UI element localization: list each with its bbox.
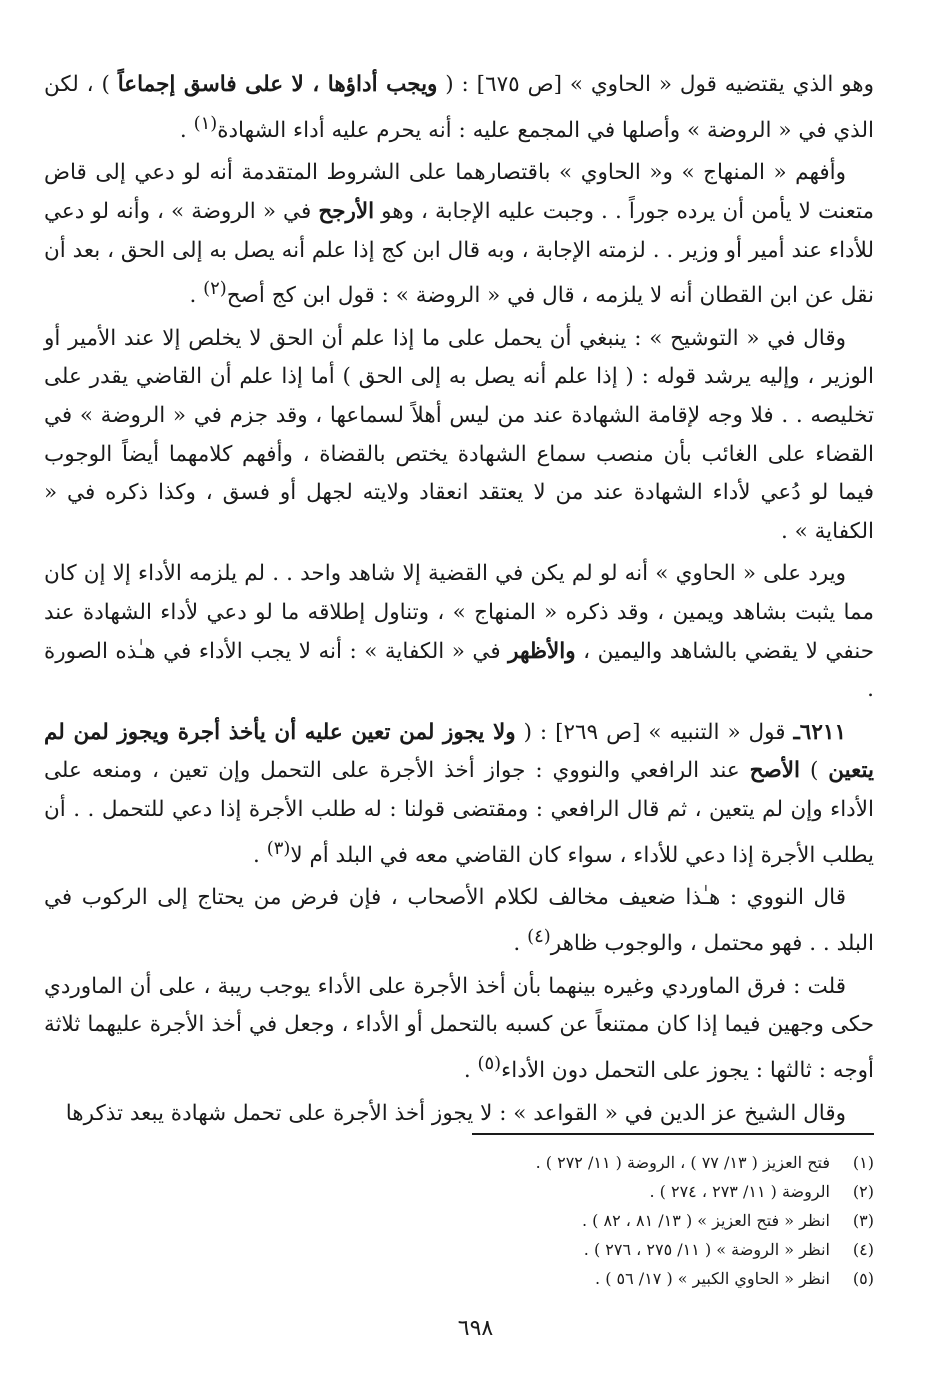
- footnote-number: (١): [852, 1153, 874, 1172]
- text-run-bold: الأصح: [749, 758, 800, 784]
- footnote-ref[interactable]: (١): [193, 112, 218, 134]
- text-run: في « الكفاية » : أنه لا يجب الأداء في هـٰذه الصورة .: [44, 638, 874, 703]
- footnote-ref[interactable]: (٥): [477, 1052, 502, 1074]
- text-run: ) ، لكن الذي في « الروضة » وأصلها في المجمع عليه : أنه يحرم عليه أداء الشهادة: [44, 72, 874, 143]
- page-body: [44, 66, 874, 1137]
- issue-number: ٦٢١١ـ: [793, 719, 846, 745]
- text-run: .: [513, 931, 528, 957]
- footnote-4: [174, 1235, 874, 1264]
- text-run: .: [179, 117, 194, 143]
- text-run: .: [189, 283, 204, 309]
- text-run: قول « التنبيه » [ص ٢٦٩] : (: [515, 719, 794, 745]
- footnote-1: [174, 1148, 874, 1177]
- paragraph-4: [44, 555, 874, 709]
- text-run-bold: والأظهر: [508, 638, 576, 664]
- text-run: ويرد على « الحاوي » أنه لو لم يكن في القضية إلا شاهد واحد . . لم يلزمه الأداء إلا إن كان مما يثبت بشاهد ويمين ، وقد ذكره « المنهاج » ، وتناول إطلاقه ما لو دعي لأداء الشهادة عند حنفي لا يقضي بالشاهد واليمين ،: [44, 561, 874, 664]
- page-number: ٦٩٨: [457, 1316, 494, 1341]
- footnote-text: فتح العزيز ( ١٣/ ٧٧ ) ، الروضة ( ١١/ ٢٧٢ ) .: [535, 1153, 830, 1172]
- text-run: قال النووي : هـٰذا ضعيف مخالف لكلام الأصحاب ، فإن فرض من يحتاج إلى الركوب في البلد . . فهو محتمل ، والوجوب ظاهر: [44, 885, 874, 957]
- text-run-bold: ويجب أداؤها ، لا على فاسق إجماعاً: [117, 72, 438, 97]
- paragraph-1: [44, 66, 874, 150]
- paragraph-7: [44, 968, 874, 1091]
- paragraph-2: [44, 154, 874, 316]
- footnote-ref[interactable]: (٢): [203, 278, 227, 300]
- text-run: .: [463, 1058, 478, 1084]
- text-run: وقال في « التوشيح » : ينبغي أن يحمل على ما إذا علم أن الحق لا يخلص إلا عند الأمير أو الوزير ، وإليه يرشد قوله : ( إذا علم أنه يصل به إلى الحق ) أما إذا علم أن القاضي يقدر على تخليصه . . فلا وجه لإقامة الشهادة عند من ليس أهلاً لسماعها ، وقد جزم في « الروضة » في القضاء على الغائب بأن منصب سماع الشهادة يختص بالقضاة ، وأفهم كلامهما أيضاً الوجوب فيما لو دُعي لأداء الشهادة عند من لا يعتقد انعقاد ولايته لجهل أو فسق ، وكذا ذكره في « الكفاية » .: [44, 325, 874, 544]
- text-run: وأفهم « المنهاج » و« الحاوي » باقتصارهما على الشروط المتقدمة أنه لو دعي إلى قاض متعنت لا يأمن أن يرده جوراً . . وجبت عليه الإجابة ، وهو: [44, 160, 874, 224]
- footnotes: [174, 1148, 874, 1293]
- paragraph-8: [44, 1095, 874, 1134]
- footnote-text: انظر « الروضة » ( ١١/ ٢٧٥ ، ٢٧٦ ) .: [583, 1240, 830, 1259]
- footnote-ref[interactable]: (٤): [527, 925, 551, 947]
- text-run: وهو الذي يقتضيه قول « الحاوي » [ص ٦٧٥] : (: [437, 72, 874, 97]
- footnote-separator: [472, 1133, 874, 1135]
- paragraph-6: [44, 879, 874, 963]
- footnote-number: (٣): [852, 1211, 874, 1230]
- text-run: .: [253, 842, 267, 868]
- footnote-text: انظر « الحاوي الكبير » ( ١٧/ ٥٦ ) .: [595, 1269, 830, 1288]
- text-run: ): [800, 758, 829, 784]
- footnote-text: انظر « فتح العزيز » ( ١٣/ ٨١ ، ٨٢ ) .: [581, 1211, 830, 1230]
- text-run: عند الرافعي والنووي : جواز أخذ الأجرة على التحمل وإن تعين ، ومنعه على الأداء وإن لم يتعين ، ثم قال الرافعي : ومقتضى قولنا : له طلب الأجرة إذا دعي للتحمل . . أن يطلب الأجرة إذا دعي للأداء ، سواء كان القاضي معه في البلد أم لا: [44, 758, 874, 868]
- text-run: قلت : فرق الماوردي وغيره بينهما بأن أخذ الأجرة على الأداء يوجب ريبة ، على أن الماوردي حكى وجهين فيما إذا كان ممتنعاً عن كسبه بالتحمل أو الأداء ، وجعل في أخذ الأجرة عليهما ثلاثة أوجه : ثالثها : يجوز على التحمل دون الأداء: [44, 973, 874, 1084]
- text-run-bold: الأرجح: [318, 198, 375, 224]
- footnote-ref[interactable]: (٣): [266, 837, 291, 859]
- footnote-text: الروضة ( ١١/ ٢٧٣ ، ٢٧٤ ) .: [649, 1182, 830, 1201]
- text-run: في « الروضة » ، وأنه لو دعي للأداء عند أمير أو وزير . . لزمته الإجابة ، وبه قال ابن كج إذا علم أنه يصل به إلى الحق ، بعد أن نقل عن ابن القطان أنه لا يلزمه ، قال في « الروضة » : قول ابن كج أصح: [44, 198, 874, 309]
- footnote-5: [174, 1264, 874, 1293]
- paragraph-5: [44, 714, 874, 876]
- footnote-number: (٥): [852, 1269, 874, 1288]
- text-run-bold: ولا يجوز لمن تعين عليه أن يأخذ أجرة ويجوز لمن لم يتعين: [44, 719, 874, 784]
- footnote-2: [174, 1177, 874, 1206]
- paragraph-3: [44, 320, 874, 552]
- footnote-number: (٤): [852, 1240, 874, 1259]
- text-run: وقال الشيخ عز الدين في « القواعد » : لا يجوز أخذ الأجرة على تحمل شهادة يبعد تذكرها: [65, 1100, 846, 1126]
- footnote-3: [174, 1206, 874, 1235]
- footnote-number: (٢): [852, 1182, 874, 1201]
